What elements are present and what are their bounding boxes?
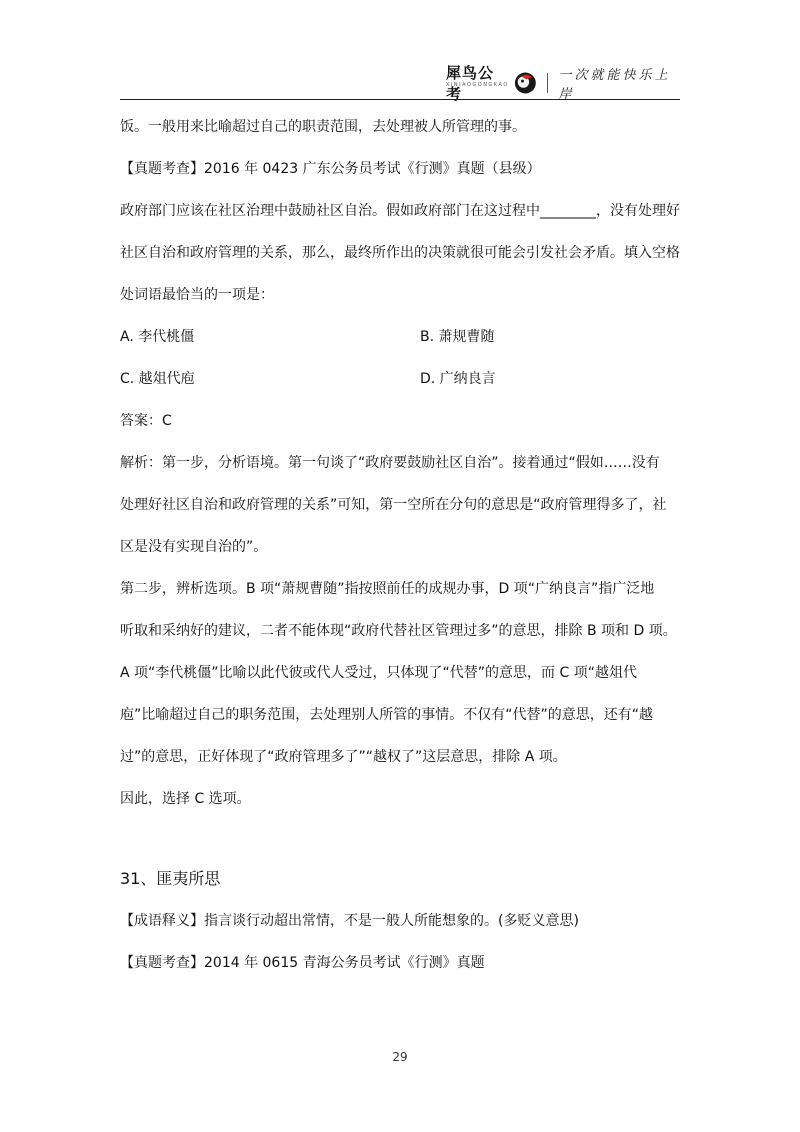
- document-body: [120, 106, 680, 984]
- hornbill-logo-icon: [513, 70, 538, 96]
- exam-reference: 【真题考查】2016 年 0423 广东公务员考试《行测》真题（县级）: [120, 161, 541, 177]
- analysis-line: A 项“李代桃僵”比喻以此代彼或代人受过，只体现了“代替”的意思，而 C 项“越俎代: [120, 665, 637, 681]
- option-b: B. 萧规曹随: [420, 329, 495, 345]
- exam-reference: 【真题考查】2014 年 0615 青海公务员考试《行测》真题: [120, 955, 485, 971]
- analysis-line: 第二步，辨析选项。B 项“萧规曹随”指按照前任的成规办事，D 项“广纳良言”指广泛地: [120, 581, 655, 597]
- option-a: A. 李代桃僵: [120, 329, 195, 345]
- page-header: [120, 56, 680, 103]
- question-line: 社区自治和政府管理的关系，那么，最终所作出的决策就很可能会引发社会矛盾。填入空格: [120, 245, 680, 261]
- analysis-line: 区是没有实现自治的”。: [120, 539, 268, 555]
- option-d: D. 广纳良言: [420, 371, 496, 387]
- idiom-definition: 【成语释义】指言谈行动超出常情，不是一般人所能想象的。(多贬义意思): [120, 913, 579, 929]
- brand-logo: [446, 62, 680, 104]
- section-title: 31、匪夷所思: [120, 869, 221, 888]
- question-line: 政府部门应该在社区治理中鼓励社区自治。假如政府部门在这过程中________，没有处理好: [120, 203, 680, 219]
- analysis-line: 解析：第一步，分析语境。第一句谈了“政府要鼓励社区自治”。接着通过“假如……没有: [120, 455, 660, 471]
- logo-text: 犀鸟公考: [446, 64, 495, 103]
- header-divider: [547, 73, 548, 93]
- slogan-text: 一次就能快乐上岸: [558, 68, 671, 102]
- analysis-line: 处理好社区自治和政府管理的关系”可知，第一空所在分句的意思是“政府管理得多了，社: [120, 497, 667, 513]
- question-line: 处词语最恰当的一项是：: [120, 287, 274, 303]
- analysis-line: 过”的意思，正好体现了“政府管理多了”“越权了”这层意思，排除 A 项。: [120, 749, 567, 765]
- logo-subtext: XINIAOGONGKAO: [446, 82, 509, 88]
- option-c: C. 越俎代庖: [120, 371, 195, 387]
- answer-options: [120, 316, 680, 400]
- analysis-line: 听取和采纳好的建议，二者不能体现“政府代替社区管理过多”的意思，排除 B 项和 D 项。: [120, 623, 677, 639]
- paragraph: 饭。一般用来比喻超过自己的职责范围，去处理被人所管理的事。: [120, 119, 526, 135]
- header-rule: [120, 99, 680, 100]
- answer: 答案：C: [120, 413, 172, 429]
- analysis-line: 庖”比喻超过自己的职务范围，去处理别人所管的事情。不仅有“代替”的意思，还有“越: [120, 707, 654, 723]
- page-number: 29: [392, 1050, 408, 1064]
- analysis-line: 因此，选择 C 选项。: [120, 791, 251, 807]
